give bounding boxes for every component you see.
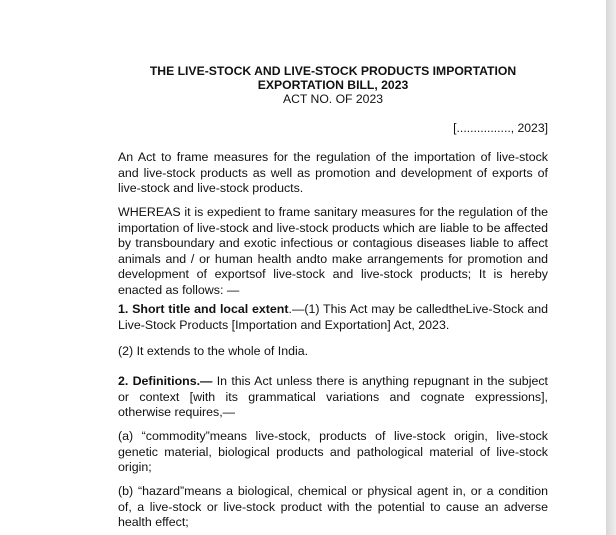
section-1-text: .—(1) This Act may be calledtheLive-Stock and Live-Stock Products [Importation and Exportation] Act, 2023.: [118, 302, 549, 332]
section-1-2-paragraph: (2) It extends to the whole of India.: [118, 344, 309, 358]
section-1-paragraph: [118, 302, 548, 333]
section-2-heading: 2. Definitions.—: [118, 374, 213, 388]
page-edge: [606, 0, 616, 535]
bill-title-line1: THE LIVE-STOCK AND LIVE-STOCK PRODUCTS IMPORTATION: [149, 64, 517, 78]
bill-title-line2: EXPORTATION BILL, 2023: [257, 78, 409, 92]
act-number: ACT NO. OF 2023: [282, 92, 384, 106]
preamble-paragraph: An Act to frame measures for the regulation of the importation of live-stock and live-stock products as well as promotion and development of exports of live-stock and live-stock products.: [118, 150, 548, 196]
whereas-paragraph: WHEREAS it is expedient to frame sanitary measures for the regulation of the importation of live-stock and live-stock products which are liable to be affected by transboundary and exotic infectious or contagious diseases liable to affect animals and / or human health andto make arrangements for promotion and development of exportsof live-stock and live-stock products; It is hereby enacted as follows: —: [118, 205, 548, 297]
section-1-heading: 1. Short title and local extent: [118, 302, 289, 316]
section-2-text: In this Act unless there is anything repugnant in the subject or context [with its grammatical variations and cognate expressions], otherwise requires,—: [118, 374, 548, 420]
enactment-date: [................, 2023]: [453, 121, 548, 135]
section-2-paragraph: [118, 374, 548, 421]
definition-a-paragraph: (a) “commodity”means live-stock, products of live-stock origin, live-stock genetic material, biological products and pathological material of live-stock origin;: [118, 429, 548, 475]
title-block: [118, 64, 548, 106]
definition-b-paragraph: (b) “hazard”means a biological, chemical or physical agent in, or a condition of, a live-stock or live-stock product with the potential to cause an adverse health effect;: [118, 484, 548, 530]
